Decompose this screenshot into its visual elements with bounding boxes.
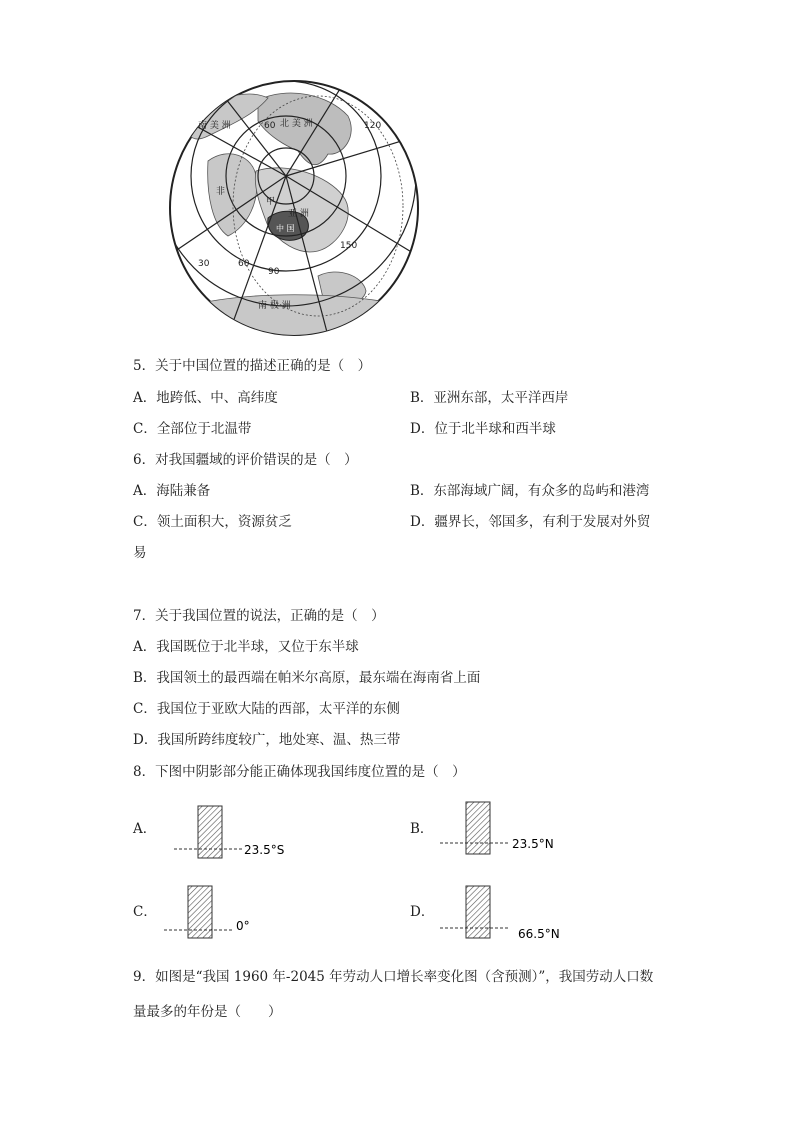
q6-option-a[interactable]: A．海陆兼备 xyxy=(133,483,211,499)
q7-option-d[interactable]: D．我国所跨纬度较广，地处寒、温、热三带 xyxy=(133,732,401,748)
q7-option-b[interactable]: B．我国领土的最西端在帕米尔高原，最东端在海南省上面 xyxy=(133,670,481,686)
label-lon-60: 60 xyxy=(238,259,250,269)
label-lat-30: 30 xyxy=(198,259,210,269)
shade-bar xyxy=(466,886,490,938)
q8-option-d-figure[interactable] xyxy=(436,884,596,954)
q9-stem-line2: 量最多的年份是（ ） xyxy=(133,1004,282,1020)
latitude-label: 23.5°S xyxy=(244,843,285,857)
q6-option-b[interactable]: B．东部海域广阔，有众多的岛屿和港湾 xyxy=(410,483,650,499)
label-china: 中 国 xyxy=(276,224,295,233)
shade-bar xyxy=(198,806,222,858)
q6-option-d[interactable]: D．疆界长，邻国多，有利于发展对外贸 xyxy=(410,514,651,530)
q5-option-b[interactable]: B．亚洲东部，太平洋西岸 xyxy=(410,390,569,406)
label-lon-90: 90 xyxy=(268,267,280,277)
q8-option-a-letter[interactable]: A． xyxy=(133,821,157,837)
q8-option-c-letter[interactable]: C． xyxy=(133,904,157,920)
label-lon-150: 150 xyxy=(340,241,358,251)
q8-option-c-figure[interactable] xyxy=(160,884,320,954)
continent-antarctica xyxy=(188,295,408,336)
q5-option-d[interactable]: D．位于北半球和西半球 xyxy=(410,421,556,437)
latitude-label: 66.5°N xyxy=(518,927,560,941)
q5-option-c[interactable]: C．全部位于北温带 xyxy=(133,421,252,437)
q5-stem: 5．关于中国位置的描述正确的是（ ） xyxy=(133,358,372,374)
label-jia: 甲 xyxy=(266,197,276,207)
label-antarctica: 南 极 洲 xyxy=(258,301,291,311)
label-asia: 亚 洲 xyxy=(288,209,309,219)
q7-option-c[interactable]: C．我国位于亚欧大陆的西部，太平洋的东侧 xyxy=(133,701,400,717)
q8-option-a-figure[interactable] xyxy=(170,804,330,874)
label-lon-120: 120 xyxy=(364,121,382,131)
q7-option-a[interactable]: A．我国既位于北半球，又位于东半球 xyxy=(133,639,359,655)
label-lat-60: 60 xyxy=(264,121,276,131)
shade-bar xyxy=(466,802,490,854)
q8-stem: 8．下图中阴影部分能正确体现我国纬度位置的是（ ） xyxy=(133,764,466,780)
latitude-label: 23.5°N xyxy=(512,837,554,851)
q5-option-a[interactable]: A．地跨低、中、高纬度 xyxy=(133,390,278,406)
q6-option-d-wrap: 易 xyxy=(133,545,147,561)
latitude-label: 0° xyxy=(236,919,250,933)
q6-option-c[interactable]: C．领土面积大，资源贫乏 xyxy=(133,514,292,530)
q9-stem-line1: 9．如图是“我国 1960 年-2045 年劳动人口增长率变化图（含预测）”，我国劳动人口数 xyxy=(133,969,654,985)
q6-stem: 6．对我国疆域的评价错误的是（ ） xyxy=(133,452,358,468)
label-south-america: 南 美 洲 xyxy=(198,121,231,131)
q8-option-d-letter[interactable]: D． xyxy=(410,904,435,920)
label-north-america: 北 美 洲 xyxy=(280,119,313,129)
label-africa: 非 xyxy=(216,187,226,197)
q7-stem: 7．关于我国位置的说法，正确的是（ ） xyxy=(133,608,385,624)
q8-option-b-letter[interactable]: B． xyxy=(410,821,434,837)
globe-map xyxy=(168,76,420,336)
q8-option-b-figure[interactable] xyxy=(436,800,596,870)
